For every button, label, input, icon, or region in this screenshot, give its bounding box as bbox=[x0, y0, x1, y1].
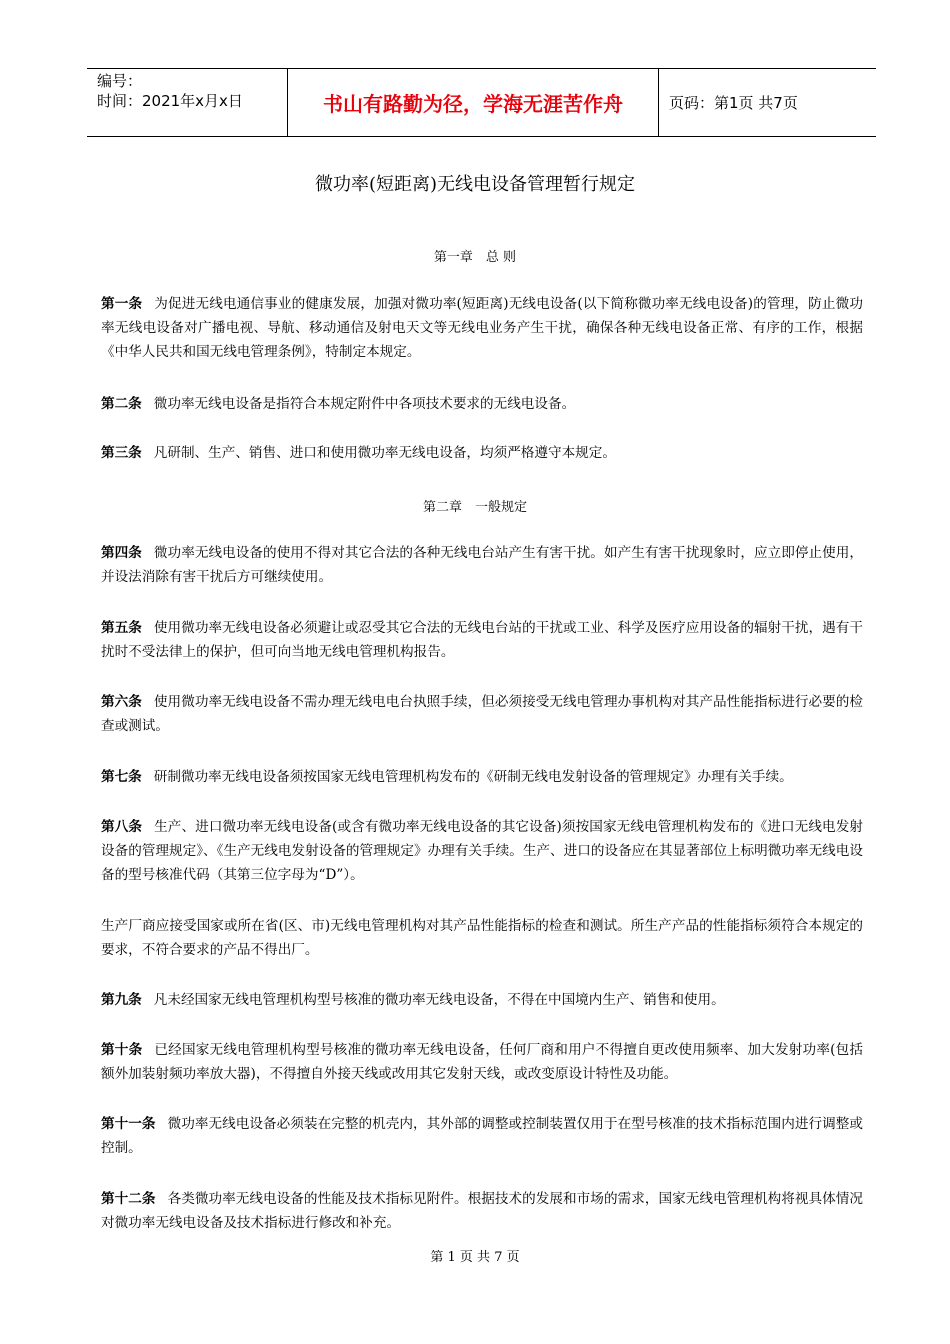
header-meta bbox=[87, 69, 287, 136]
article-8 bbox=[101, 815, 863, 887]
article-text: 微功率无线电设备必须装在完整的机壳内，其外部的调整或控制装置仅用于在型号核准的技术指标范围内进行调整或控制。 bbox=[101, 1116, 864, 1156]
article-number: 第八条 bbox=[101, 819, 143, 835]
number-label: 编号： bbox=[97, 72, 143, 90]
article-number: 第二条 bbox=[101, 396, 142, 412]
article-number: 第三条 bbox=[101, 445, 142, 461]
header-motto: 书山有路勤为径，学海无涯苦作舟 bbox=[287, 69, 659, 136]
article-5 bbox=[101, 616, 863, 664]
page-footer: 第 1 页 共 7 页 bbox=[430, 1250, 520, 1265]
article-12 bbox=[101, 1187, 863, 1235]
article-number: 第六条 bbox=[101, 694, 142, 710]
article-11 bbox=[101, 1112, 863, 1160]
article-text: 生产厂商应接受国家或所在省(区、市)无线电管理机构对其产品性能指标的检查和测试。所生产产品的性能指标须符合本规定的要求，不符合要求的产品不得出厂。 bbox=[101, 918, 863, 958]
article-7 bbox=[101, 765, 863, 789]
article-number: 第一条 bbox=[101, 296, 143, 312]
article-2 bbox=[101, 392, 863, 416]
article-10 bbox=[101, 1038, 863, 1086]
article-number: 第四条 bbox=[101, 545, 142, 561]
article-9 bbox=[101, 988, 863, 1012]
page-header bbox=[87, 68, 876, 137]
article-number: 第七条 bbox=[101, 769, 142, 785]
header-page-info: 页码：第1页 共7页 bbox=[669, 94, 798, 112]
article-text: 使用微功率无线电设备必须避让或忍受其它合法的无线电台站的干扰或工业、科学及医疗应用设备的辐射干扰，遇有干扰时不受法律上的保护，但可向当地无线电管理机构报告。 bbox=[101, 620, 864, 660]
article-number: 第五条 bbox=[101, 620, 142, 636]
article-number: 第九条 bbox=[101, 992, 142, 1008]
chapter-heading-1: 第一章 总 则 bbox=[433, 250, 517, 265]
time-label: 时间：2021年x月x日 bbox=[97, 92, 243, 110]
article-text: 各类微功率无线电设备的性能及技术指标见附件。根据技术的发展和市场的需求，国家无线电管理机构将视具体情况对微功率无线电设备及技术指标进行修改和补充。 bbox=[101, 1191, 864, 1231]
article-text: 使用微功率无线电设备不需办理无线电电台执照手续，但必须接受无线电管理办事机构对其产品性能指标进行必要的检查或测试。 bbox=[101, 694, 864, 734]
chapter-heading-2: 第二章 一般规定 bbox=[422, 500, 527, 515]
article-number: 第十二条 bbox=[101, 1191, 156, 1207]
article-4 bbox=[101, 541, 863, 589]
article-text: 研制微功率无线电设备须按国家无线电管理机构发布的《研制无线电发射设备的管理规定》办理有关手续。 bbox=[153, 769, 793, 785]
article-6 bbox=[101, 690, 863, 738]
article-text: 微功率无线电设备的使用不得对其它合法的各种无线电台站产生有害干扰。如产生有害干扰现象时，应立即停止使用，并设法消除有害干扰后方可继续使用。 bbox=[101, 545, 864, 585]
article-text: 凡研制、生产、销售、进口和使用微功率无线电设备，均须严格遵守本规定。 bbox=[153, 445, 616, 461]
article-text: 生产、进口微功率无线电设备(或含有微功率无线电设备的其它设备)须按国家无线电管理机构发布的《进口无线电发射设备的管理规定》、《生产无线电发射设备的管理规定》办理有关手续。生产、进口的设备应在其显著部位上标明微功率无线电设备的型号核准代码（其第三位字母为“D”）。 bbox=[101, 819, 863, 883]
article-1 bbox=[101, 292, 863, 364]
article-8-paragraph bbox=[101, 914, 863, 962]
article-number: 第十条 bbox=[101, 1042, 143, 1058]
article-text: 已经国家无线电管理机构型号核准的微功率无线电设备，任何厂商和用户不得擅自更改使用频率、加大发射功率(包括额外加装射频功率放大器)，不得擅自外接天线或改用其它发射天线，或改变原设计特性及功能。 bbox=[101, 1042, 863, 1082]
article-text: 为促进无线电通信事业的健康发展，加强对微功率(短距离)无线电设备(以下简称微功率无线电设备)的管理，防止微功率无线电设备对广播电视、导航、移动通信及射电天文等无线电业务产生干扰，确保各种无线电设备正常、有序的工作，根据《中华人民共和国无线电管理条例》，特制定本规定。 bbox=[101, 296, 863, 360]
article-3 bbox=[101, 441, 863, 465]
article-text: 微功率无线电设备是指符合本规定附件中各项技术要求的无线电设备。 bbox=[153, 396, 576, 412]
article-number: 第十一条 bbox=[101, 1116, 156, 1132]
document-title: 微功率(短距离)无线电设备管理暂行规定 bbox=[314, 174, 636, 195]
article-text: 凡未经国家无线电管理机构型号核准的微功率无线电设备，不得在中国境内生产、销售和使用。 bbox=[153, 992, 725, 1008]
